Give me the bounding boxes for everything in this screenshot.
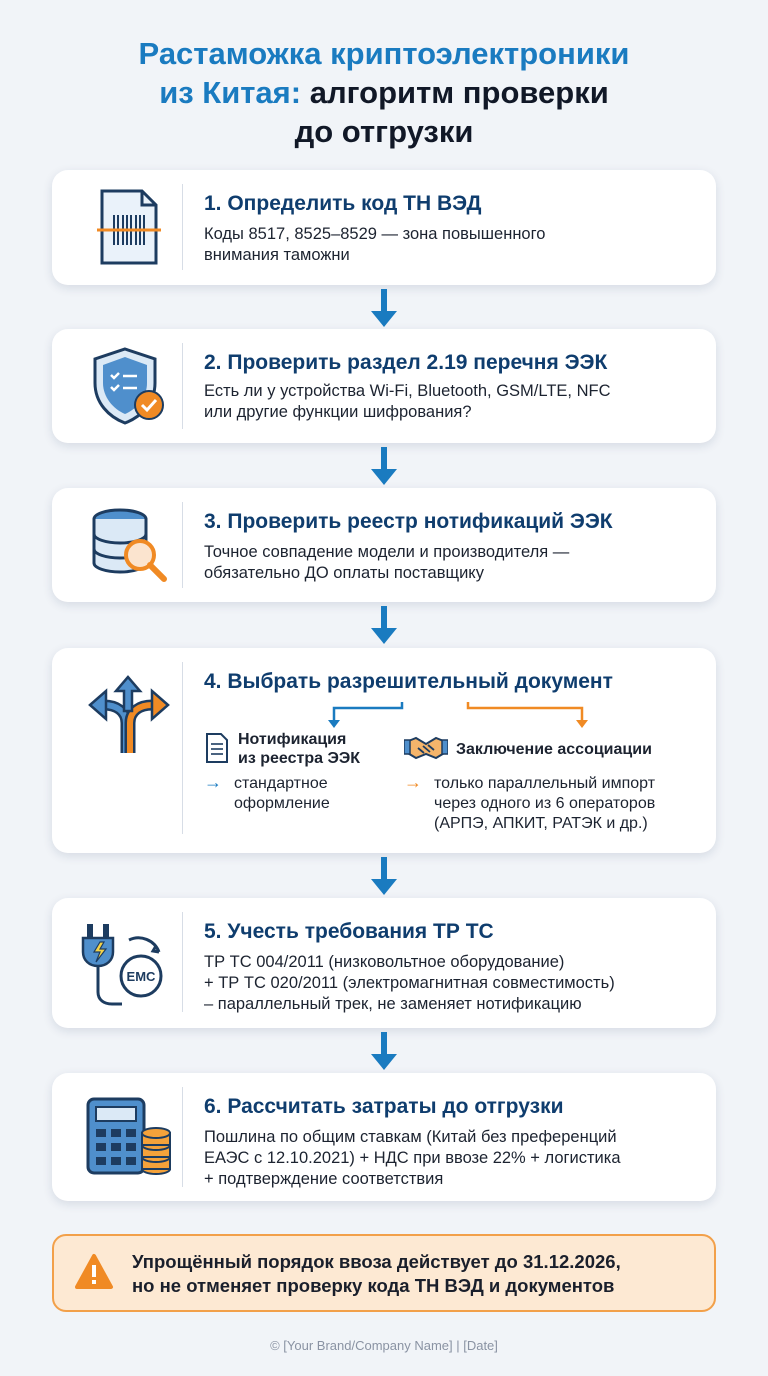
split-arrows-icon bbox=[74, 668, 184, 758]
step-card-2 bbox=[52, 329, 716, 443]
arrow-down-icon bbox=[369, 857, 399, 897]
option-association bbox=[404, 732, 704, 842]
step-text-line: или другие функции шифрования? bbox=[204, 403, 472, 421]
warning-icon bbox=[74, 1253, 114, 1291]
step-title: 3. Проверить реестр нотификаций ЭЭК bbox=[204, 510, 613, 533]
warning-line: но не отменяет проверку кода ТН ВЭД и документов bbox=[132, 1275, 615, 1296]
step-card-1 bbox=[52, 170, 716, 285]
step-text bbox=[204, 542, 569, 584]
step-card-3 bbox=[52, 488, 716, 602]
step-text-line: + ТР ТС 020/2011 (электромагнитная совместимость) bbox=[204, 974, 615, 992]
option-text-line: стандартное bbox=[234, 775, 328, 792]
arrow-down-icon bbox=[369, 447, 399, 487]
barcode-document-icon bbox=[74, 184, 184, 270]
option-notification bbox=[204, 732, 424, 842]
option-text bbox=[234, 774, 330, 814]
step-title: 5. Учесть требования ТР ТС bbox=[204, 920, 494, 943]
card-divider bbox=[182, 184, 183, 270]
arrow-down-icon bbox=[369, 1032, 399, 1072]
option-title: Заключение ассоциации bbox=[456, 741, 652, 758]
option-title-line: из реестра ЭЭК bbox=[238, 750, 360, 767]
step-text-line: внимания таможни bbox=[204, 246, 350, 264]
option-title bbox=[238, 730, 360, 768]
handshake-icon bbox=[404, 734, 448, 762]
title-line-1: Растаможка криптоэлектроники bbox=[138, 36, 630, 71]
title-line-3: до отгрузки bbox=[294, 114, 474, 149]
step-text bbox=[204, 224, 545, 266]
footer-credit: © [Your Brand/Company Name] | [Date] bbox=[270, 1338, 498, 1353]
step-title: 2. Проверить раздел 2.19 перечня ЭЭК bbox=[204, 351, 608, 374]
card-divider bbox=[182, 912, 183, 1012]
emc-label: EMC bbox=[126, 969, 156, 984]
option-text-line: только параллельный импорт bbox=[434, 775, 656, 792]
option-text-line: (АРПЭ, АПКИТ, РАТЭК и др.) bbox=[434, 815, 648, 832]
arrow-down-icon bbox=[369, 606, 399, 646]
title-line-2 bbox=[0, 73, 768, 112]
arrow-right-icon: → bbox=[404, 772, 422, 792]
database-search-icon bbox=[74, 502, 184, 588]
arrow-right-icon: → bbox=[204, 772, 222, 792]
warning-banner bbox=[52, 1234, 716, 1312]
card-divider bbox=[182, 1087, 183, 1187]
step-card-4 bbox=[52, 648, 716, 853]
step-text-line: Пошлина по общим ставкам (Китай без преференций bbox=[204, 1128, 617, 1146]
step-title: 4. Выбрать разрешительный документ bbox=[204, 670, 613, 693]
step-title: 1. Определить код ТН ВЭД bbox=[204, 192, 482, 215]
page-title bbox=[0, 34, 768, 151]
step-title: 6. Рассчитать затраты до отгрузки bbox=[204, 1095, 564, 1118]
step-text-line: Есть ли у устройства Wi-Fi, Bluetooth, GSM/LTE, NFC bbox=[204, 382, 611, 400]
title-line-2-rest: алгоритм проверки bbox=[301, 75, 609, 110]
step-card-6 bbox=[52, 1073, 716, 1201]
option-title-line: Нотификация bbox=[238, 731, 347, 748]
step-text bbox=[204, 381, 610, 423]
step-text-line: + подтверждение соответствия bbox=[204, 1170, 444, 1188]
document-icon bbox=[204, 732, 230, 764]
shield-checklist-icon bbox=[74, 343, 184, 429]
step-text-line: Коды 8517, 8525–8529 — зона повышенного bbox=[204, 225, 546, 243]
plug-emc-icon bbox=[74, 916, 184, 1012]
option-text-line: оформление bbox=[234, 795, 330, 812]
step-text-line: обязательно ДО оплаты поставщику bbox=[204, 564, 484, 582]
step-text bbox=[204, 952, 615, 1015]
arrow-down-icon bbox=[369, 289, 399, 329]
card-divider bbox=[182, 343, 183, 429]
option-text bbox=[434, 774, 655, 834]
step-text bbox=[204, 1127, 621, 1190]
calculator-coins-icon bbox=[74, 1091, 184, 1183]
step-text-line: ЕАЭС с 12.10.2021) + НДС при ввозе 22% + логистика bbox=[204, 1149, 621, 1167]
warning-text bbox=[132, 1250, 621, 1298]
warning-line: Упрощённый порядок ввоза действует до 31.12.2026, bbox=[132, 1251, 621, 1272]
card-divider bbox=[182, 662, 183, 834]
title-line-2-highlight: из Китая: bbox=[159, 75, 302, 110]
step-card-5 bbox=[52, 898, 716, 1028]
option-text-line: через одного из 6 операторов bbox=[434, 795, 656, 812]
card-divider bbox=[182, 502, 183, 588]
branch-arrows-icon bbox=[272, 700, 592, 730]
step-text-line: – параллельный трек, не заменяет нотификацию bbox=[204, 995, 582, 1013]
step-text-line: ТР ТС 004/2011 (низковольтное оборудование) bbox=[204, 953, 565, 971]
step-text-line: Точное совпадение модели и производителя — bbox=[204, 543, 570, 561]
